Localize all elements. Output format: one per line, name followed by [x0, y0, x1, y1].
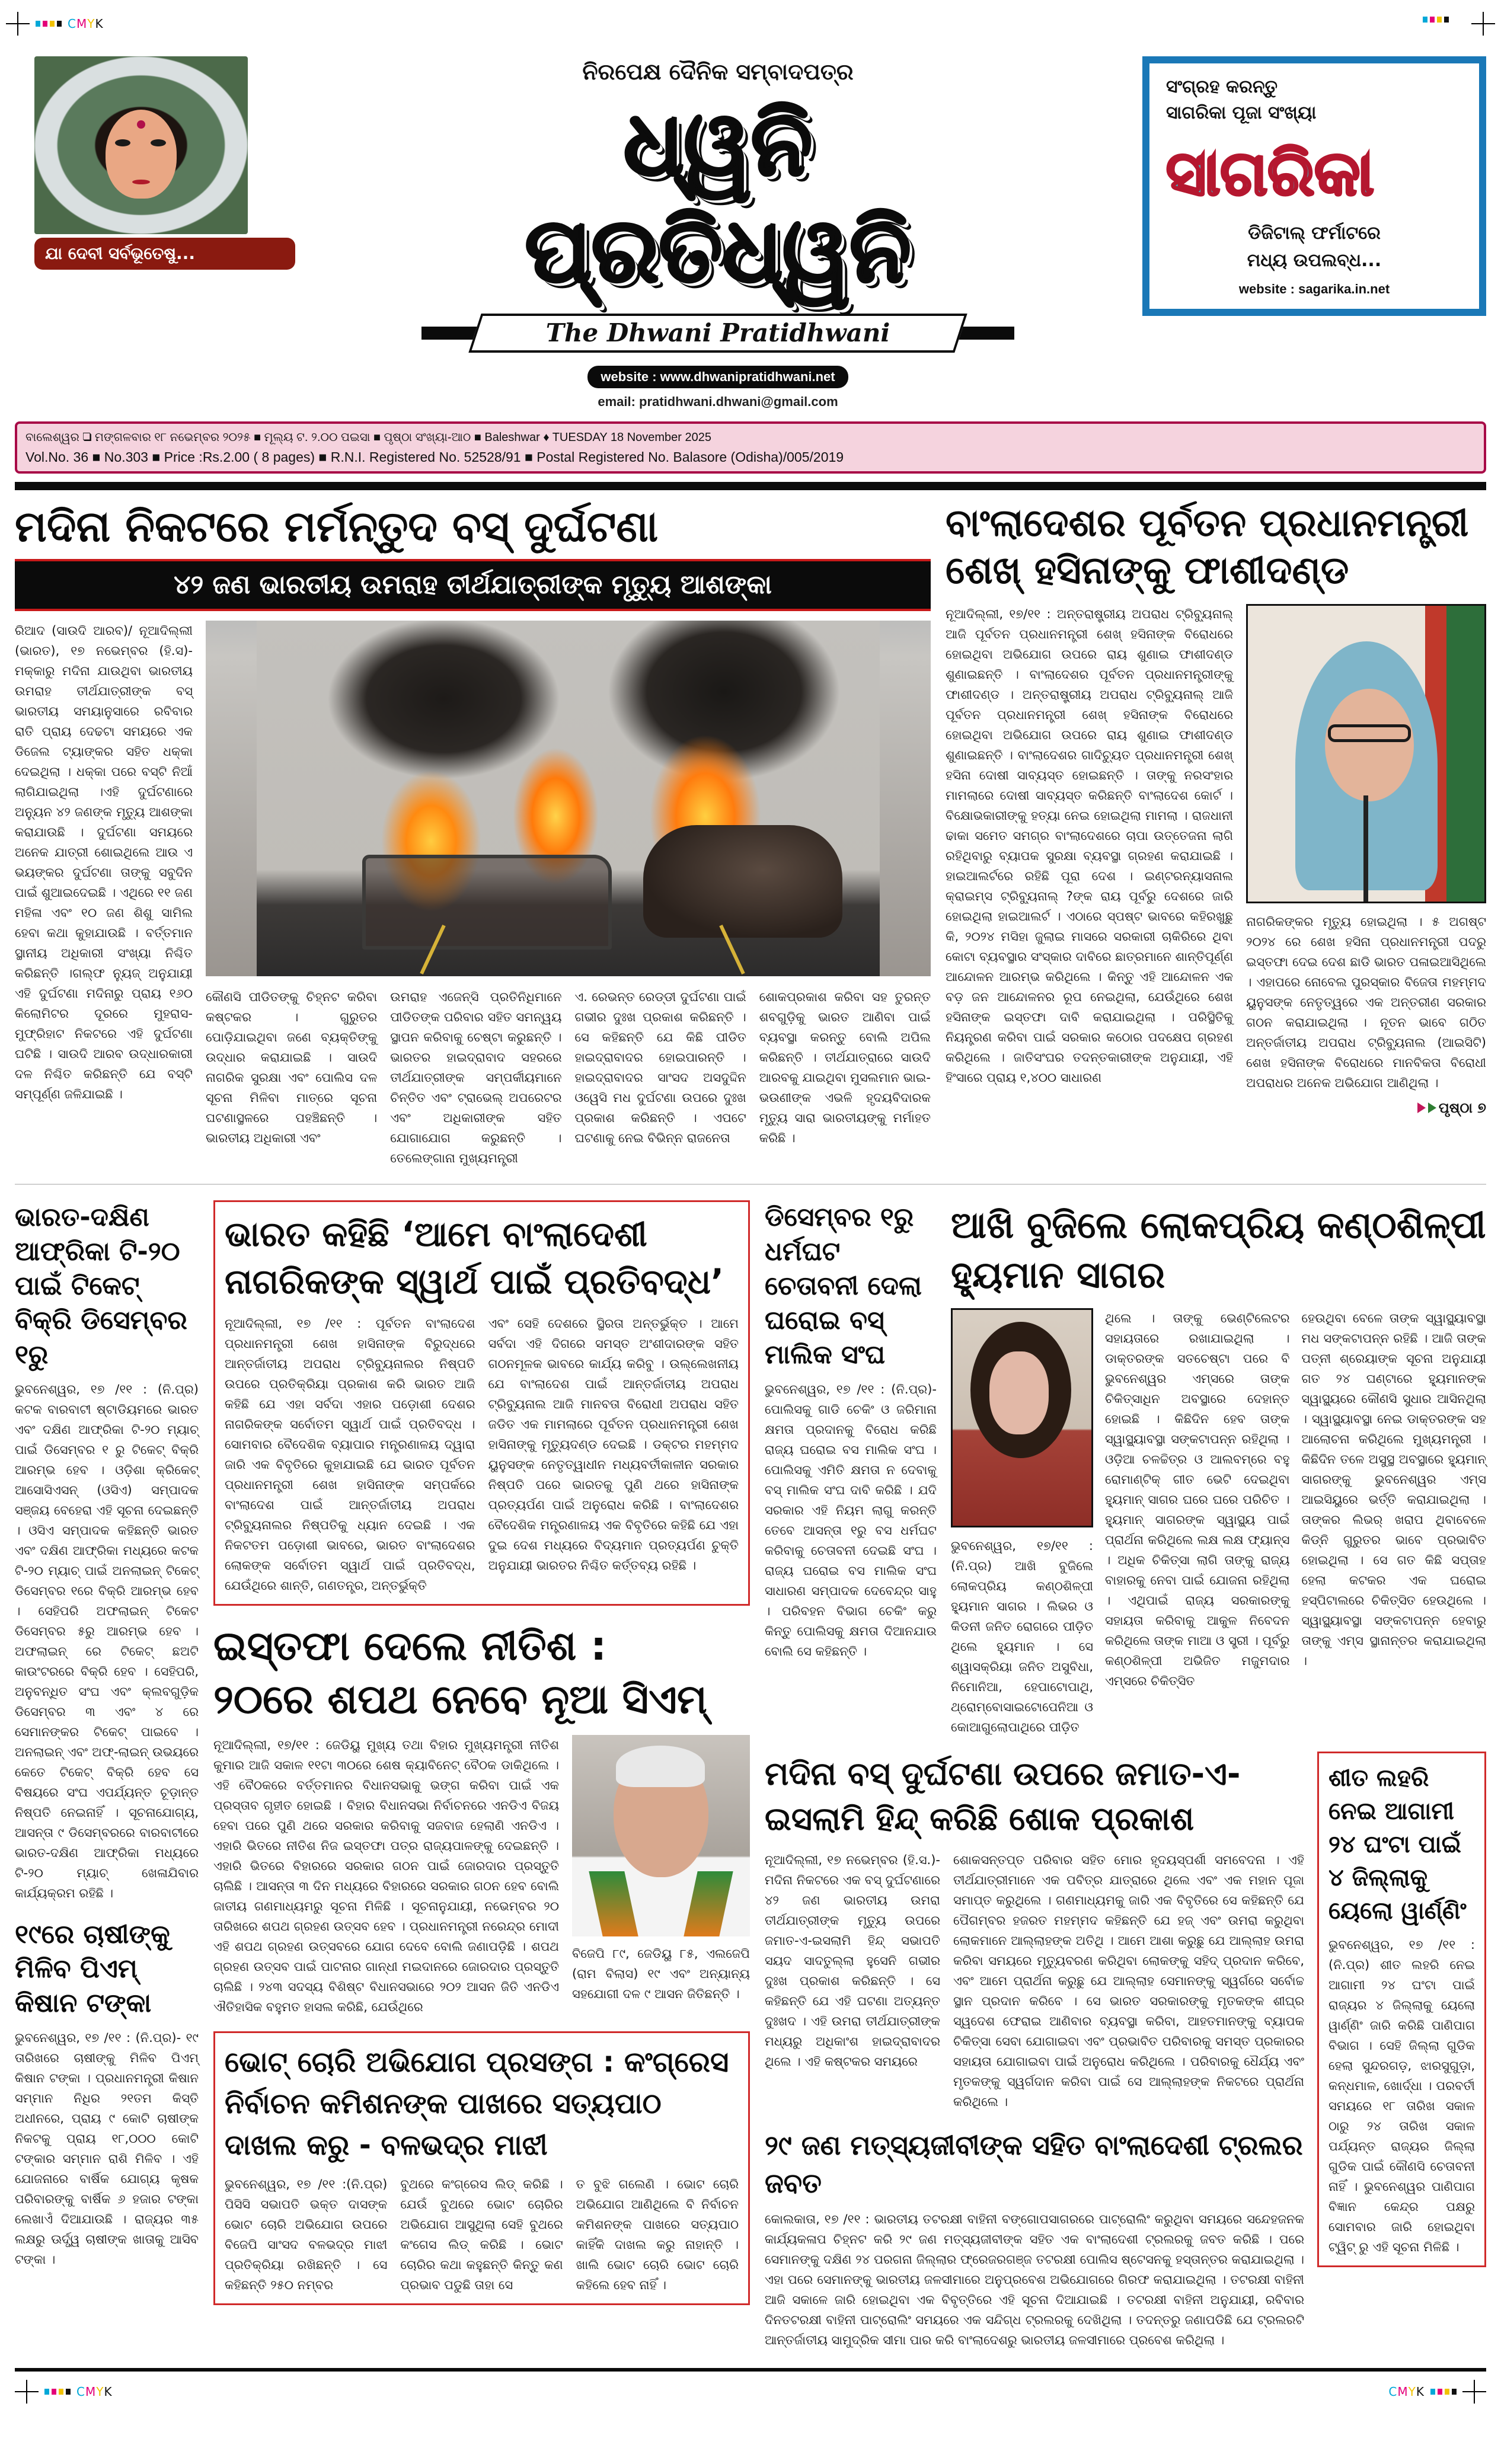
edition-registration-line: Vol.No. 36 ■ No.303 ■ Price :Rs.2.00 ( 8 pages) ■ R.N.I. Registered No. 52528/91 ■ Postal Registered No. Balasore (Odisha)/005/2019	[25, 449, 844, 465]
trawler-story	[765, 2126, 1304, 2350]
print-marks-bottom-right	[1388, 2380, 1486, 2404]
ad-line-2: ସାଗରିକା ପୂଜା ସଂଖ୍ୟା	[1166, 103, 1317, 123]
india-bangladesh-box	[213, 1200, 750, 1606]
right-column	[765, 1200, 1486, 2350]
hasina-photo-column	[1246, 604, 1486, 1117]
singer-body	[951, 1308, 1486, 1737]
lead-deck: ୪୨ ଜଣ ଭାରତୀୟ ଉମରାହ ତୀର୍ଥଯାତ୍ରୀଙ୍କ ମୃତ୍ୟୁ ଆଶଙ୍କା	[15, 559, 931, 611]
nitish-headline-1[interactable]: ଇସ୍ତଫା ଦେଲେ ନୀତିଶ :	[213, 1623, 607, 1670]
lead-body-col-1: ରିଆଦ (ସାଉଦି ଆରବ)/ ନୂଆଦିଲ୍ଲୀ (ଭାରତ), ୧୭ ନଭେମ୍ବର (ହି.ସ)- ମକ୍କାରୁ ମଦିନା ଯାଉଥିବା ଭାରତୀୟ ଉମରାହ ତୀର୍ଥଯାତ୍ରୀଙ୍କ ବସ୍ ଭାରତୀୟ ସମୟାନୁସାରେ ରବିବାର ରାତି ପ୍ରାୟ ଦେଢଟା ସମୟରେ ଏକ ଡିଜେଲ ଟ୍ୟାଙ୍କର ସହିତ ଧକ୍କା ଦେଇଥିଲା । ଧକ୍କା ପରେ ବସ୍ଟି ନିଆଁ ଲାଗିଯାଇଥିଲା ।ଏହି ଦୁର୍ଘଟଣାରେ ଅନ୍ୟୁନ ୪୨ ଜଣଙ୍କ ମୃତ୍ୟୁ ଆଶଙ୍କା କରାଯାଉଛି । ଦୁର୍ଘଟଣା ସମୟରେ ଅନେକ ଯାତ୍ରୀ ଶୋଇଥିଲେ ଆଉ ଏ ଭୟଙ୍କର ଦୁର୍ଘଟଣା ତାଙ୍କୁ ସବୁଦିନ ପାଇଁ ଶୁଆଇଦେଇଛି । ଏଥିରେ ୧୧ ଜଣ ମହିଳା ଏବଂ ୧୦ ଜଣ ଶିଶୁ ସାମିଲ ହେବା କଥା କୁହାଯାଉଛି । ବର୍ତ୍ତମାନ ସ୍ଥାନୀୟ ଅଧିକାରୀ ସଂଖ୍ୟା ନିଶ୍ଚିତ କରିଛନ୍ତି ।ଗଲ୍ଫ ନ୍ୟୁଜ୍ ଅନୁଯାୟୀ ଏହି ଦୁର୍ଘଟଣା ମଦିନାରୁ ପ୍ରାୟ ୧୬୦ କିଲୋମିଟର ଦୂରରେ ମୁହରାସ-ମୁଫ୍ରିହାଟ ନିକଟରେ ଏହି ଦୁର୍ଘଟଣା ଘଟିଛି । ସାଉଦି ଆରବ ଉଦ୍ଧାରକାରୀ ଦଳ ନିଶ୍ଚିତ କରିଛନ୍ତି ଯେ ବସ୍ଟି ସମ୍ପୂର୍ଣ୍ଣ ଜଳିଯାଇଛି ।	[15, 624, 193, 1101]
registration-mark-icon	[1462, 2380, 1486, 2404]
singer-headline[interactable]: ଆଖି ବୁଜିଲେ ଲୋକପ୍ରିୟ କଣ୍ଠଶିଳ୍ପୀ ହ୍ୟୁମାନ ସାଗର	[951, 1203, 1486, 1296]
jamaat-body-col-1: ନୂଆଦିଲ୍ଲୀ, ୧୭ ନଭେମ୍ବର (ହି.ସ.)- ମଦିନା ନିକଟରେ ଏକ ବସ୍ ଦୁର୍ଘଟଣାରେ ୪୨ ଜଣ ଭାରତୀୟ ଉମରା ତୀର୍ଥଯାତ୍ରୀଙ୍କ ମୃତ୍ୟୁ ଉପରେ ଜମାତ-ଏ-ଇସଲାମି ହିନ୍ଦ୍ ସଭାପତି ସୟଦ ସାଦତୁଲ୍ଲା ହୁସେନି ଗଭୀର ଦୁଃଖ ପ୍ରକାଶ କରିଛନ୍ତି । ସେ କହିଛନ୍ତି ଯେ ଏହି ଘଟଣା ଅତ୍ୟନ୍ତ ଦୁଃଖଦ । ଏହି ଉମରା ତୀର୍ଥଯାତ୍ରୀଙ୍କ ମଧ୍ୟରୁ ଅଧିକାଂଶ ହାଇଦ୍ରାବାଦର ଥିଲେ । ଏହି କଷ୍ଟକର ସମୟରେ	[765, 1853, 940, 2069]
cmyk-label: CMYK	[68, 17, 104, 31]
print-marks-bottom	[15, 2380, 1486, 2404]
goddess-caption: ଯା ଦେବୀ ସର୍ବଭୂତେଷୁ...	[34, 238, 295, 270]
hasina-headline-2[interactable]: ଶେଖ୍ ହସିନାଙ୍କୁ ଫାଶୀଦଣ୍ଡ	[946, 549, 1349, 593]
jamaat-columns	[765, 1850, 1304, 2112]
print-marks-bottom-left	[15, 2380, 113, 2404]
masthead	[15, 56, 1486, 411]
kisan-body: ଭୁବନେଶ୍ୱର, ୧୭ /୧୧ : (ନି.ପ୍ର)- ୧୯ ତାରିଖରେ ଚାଷୀଙ୍କୁ ମିଳିବ ପିଏମ୍ କିଷାନ ଟଙ୍କା । ପ୍ରଧାନମନ୍ତ୍ରୀ କିଷାନ ସମ୍ମାନ ନିଧିର ୨୧ତମ କିସ୍ତି ଅଧୀନରେ, ପ୍ରାୟ ୯ କୋଟି ଚାଷୀଙ୍କ ନିକଟକୁ ପ୍ରାୟ ୧୮,୦୦୦ କୋଟି ଟଙ୍କାର ସମ୍ମାନ ରାଶି ମିଳିବ । ଏହି ଯୋଜନାରେ ବାର୍ଷିକ ଯୋଗ୍ୟ କୃଷକ ପରିବାରଙ୍କୁ ବାର୍ଷିକ ୬ ହଜାର ଟଙ୍କା ଲେଖାଏଁ ଦିଆଯାଉଛି । ରାଜ୍ୟର ୩୫ ଲକ୍ଷରୁ ଊର୍ଦ୍ଧ୍ୱ ଚାଷୀଙ୍କ ଖାତାକୁ ଆସିବ ଟଙ୍କା ।	[15, 2031, 199, 2267]
masthead-left	[15, 56, 293, 270]
vote-theft-box	[213, 2031, 750, 2305]
tanker-shape	[643, 825, 843, 938]
lead-body-col-5: ଶୋକପ୍ରକାଶ କରିବା ସହ ତୁରନ୍ତ ଶବଗୁଡ଼ିକୁ ଭାରତ ଆଣିବା ପାଇଁ ବ୍ୟବସ୍ଥା କରନ୍ତୁ ବୋଲି ଅପିଲ କରିଛନ୍ତି । ତୀର୍ଥଯାତ୍ରାରେ ସାଉଦି ଆରବକୁ ଯାଇଥିବା ମୁସଲମାନ ଭାଇ-ଭଉଣୀଙ୍କ ଏଭଳି ହୃଦୟବିଦାରକ ମୃତ୍ୟୁ ସାରା ଭାରତୀୟଙ୍କୁ ମର୍ମାହତ କରିଛି ।	[759, 990, 931, 1145]
centre-column	[213, 1200, 750, 2305]
cricket-body: ଭୁବନେଶ୍ୱର, ୧୭ /୧୧ : (ନି.ପ୍ର) କଟକ ବାରବାଟୀ ଷ୍ଟାଡିୟମରେ ଭାରତ ଏବଂ ଦକ୍ଷିଣ ଆଫ୍ରିକା ଟି-୨୦ ମ୍ୟାଚ୍ ପାଇଁ ଡିସେମ୍ବର ୧ ରୁ ଟିକେଟ୍ ବିକ୍ରି ଆରମ୍ଭ ହେବ । ଓଡ଼ିଶା କ୍ରିକେଟ୍ ଆସୋସିଏସନ୍ (ଓସିଏ) ସମ୍ପାଦକ ସଞ୍ଜୟ ବେହେରା ଏହି ସୂଚନା ଦେଇଛନ୍ତି । ଓସିଏ ସମ୍ପାଦକ କହିଛନ୍ତି ଭାରତ ଏବଂ ଦକ୍ଷିଣ ଆଫ୍ରିକା ମଧ୍ୟରେ କଟକ ଟି-୨୦ ମ୍ୟାଚ୍ ପାଇଁ ଅନଲାଇନ୍ ଟିକେଟ୍ ଡିସେମ୍ବର ୧ରେ ବିକ୍ରି ଆରମ୍ଭ ହେବ । ସେହିପରି ଅଫଲାଇନ୍ ଟିକେଟ ଡିସେମ୍ବର ୫ରୁ ଆରମ୍ଭ ହେବ । ଅଫଲାଇନ୍ ରେ ଟିକେଟ୍ ଛଅଟି କାଉଂଟରରେ ବିକ୍ରି ହେବ । ସେହିପରି, ଅନୁବନ୍ଧିତ ସଂଘ ଏବଂ କ୍ଲବଗୁଡ଼ିକ ଡିସେମ୍ବର ୩ ଏବଂ ୪ ରେ ସେମାନଙ୍କର ଟିକେଟ୍ ପାଇବେ । ଅନଲାଇନ୍ ଏବଂ ଅଫ୍-ଲାଇନ୍ ଉଭୟରେ କେତେ ଟିକେଟ୍ ବିକ୍ରି ହେବ ସେ ବିଷୟରେ ସଂଘ ଏପର୍ଯ୍ୟନ୍ତ ଚୂଡ଼ାନ୍ତ ନିଷ୍ପତି ନେଇନାହିଁ । ସୂଚନାଯୋଗ୍ୟ, ଆସନ୍ତା ୯ ଡିସେମ୍ବରରେ ବାରବାଟୀରେ ଭାରତ-ଦକ୍ଷିଣ ଆଫ୍ରିକା ମଧ୍ୟରେ ଟି-୨୦ ମ୍ୟାଚ୍ ଖେଳାଯିବାର କାର୍ଯ୍ୟକ୍ରମ ରହିଛି ।	[15, 1382, 199, 1900]
bus-fire-photo[interactable]	[206, 621, 931, 976]
kisan-headline[interactable]: ୧୯ରେ ଚାଷୀଙ୍କୁ ମିଳିବ ପିଏମ୍ କିଷାନ ଟଙ୍କା	[15, 1919, 170, 2018]
kisan-story	[15, 1917, 199, 2270]
lead-headline[interactable]: ମଦିନା ନିକଟରେ ମର୍ମନ୍ତୁଦ ବସ୍ ଦୁର୍ଘଟଣା	[15, 501, 659, 551]
india-bangladesh-headline[interactable]: ଭାରତ କହିଛି ‘ଆମେ ବାଂଲାଦେଶୀ ନାଗରିକଙ୍କ ସ୍ୱାର୍ଥ ପାଇଁ ପ୍ରତିବଦ୍ଧ’	[225, 1214, 724, 1302]
registration-mark-icon	[15, 2380, 39, 2404]
nitish-body-wrap	[213, 1735, 750, 2017]
cricket-headline[interactable]: ଭାରତ-ଦକ୍ଷିଣ ଆଫ୍ରିକା ଟି-୨୦ ପାଇଁ ଟିକେଟ୍ ବିକ୍ରି ଡିସେମ୍ବର ୧ରୁ	[15, 1202, 187, 1370]
bus-owner-body: ଭୁବନେଶ୍ୱର, ୧୭ /୧୧ : (ନି.ପ୍ର)- ପୋଲିସକୁ ଗାଡି ଚେକିଂ ଓ ଜରିମାନା କ୍ଷମତା ପ୍ରଦାନକୁ ବିରୋଧ କରିଛି ରାଜ୍ୟ ଘରୋଇ ବସ ମାଲିକ ସଂଘ । ପୋଲିସକୁ ଏମିତି କ୍ଷମତା ନ ଦେବାକୁ ବସ୍ ମାଲିକ ସଂଘ ଦାବି କରିଛି । ଯଦି ସରକାର ଏହି ନିୟମ ଲାଗୁ କରନ୍ତି ତେବେ ଆସନ୍ତା ୧ରୁ ବସ ଧର୍ମଘଟ କରିବାକୁ ଚେତାବନୀ ଦେଇଛି ସଂଘ । ରାଜ୍ୟ ଘରୋଇ ବସ ମାଲିକ ସଂଘ ସାଧାରଣ ସମ୍ପାଦକ ଦେବେନ୍ଦ୍ର ସାହୁ । ପରିବହନ ବିଭାଗ ଚେକିଂ କରୁ କିନ୍ତୁ ପୋଲିସକୁ କ୍ଷମତା ଦିଆନଯାଉ ବୋଲି ସେ କହିଛନ୍ତି ।	[765, 1382, 937, 1658]
jamaat-and-cold-wave	[765, 1752, 1486, 2350]
cricket-story	[15, 1200, 199, 1903]
ad-sub-2: ମଧ୍ୟ ଉପଲବ୍ଧ...	[1247, 250, 1382, 271]
sagarika-advertisement[interactable]	[1142, 56, 1486, 316]
vote-theft-col-1: ଭୁବନେଶ୍ୱର, ୧୭ /୧୧ :(ନି.ପ୍ର) ପିସିସି ସଭାପତି ଭକ୍ତ ଦାସଙ୍କ ଭୋଟ ଚୋରି ଅଭିଯୋଗ ଉପରେ ବିଜେପି ସାଂସଦ ବଳଭଦ୍ର ମାଝୀ ପ୍ରତିକ୍ରିୟା ରଖିଛନ୍ତି । ସେ କହିଛନ୍ତି ୨୫୦ ନମ୍ବର	[225, 2177, 388, 2292]
india-bangladesh-col-2: ଏବଂ ସେହି ଦେଶରେ ସ୍ଥିରତା ଅନ୍ତର୍ଭୁକ୍ତ । ଆମେ ସର୍ବଦା ଏହି ଦିଗରେ ସମସ୍ତ ଅଂଶୀଦାରଙ୍କ ସହିତ ଗଠନମୂଳକ ଭାବରେ କାର୍ଯ୍ୟ କରିବୁ । ଉଲ୍ଲେଖନୀୟ ଯେ ବାଂଲାଦେଶ ପାଇଁ ଆନ୍ତର୍ଜାତୀୟ ଅପରାଧ ଟ୍ରିବ୍ୟୁନାଲ ଆଜି ମାନବତା ବିରୋଧୀ ଅପରାଧ ସହିତ ଜଡିତ ଏକ ମାମଲାରେ ପୂର୍ବତନ ପ୍ରଧାନମନ୍ତ୍ରୀ ଶେଖ ହାସିନାଙ୍କୁ ମୃତ୍ୟୁଦଣ୍ଡ ଦେଇଛି । ଡକ୍ଟର ମହମ୍ମଦ ୟୁନୁସଙ୍କ ନେତୃତ୍ୱାଧୀନ ମଧ୍ୟବର୍ତୀକାଳୀନ ସରକାର ନିଷ୍ପତି ପରେ ଭାରତକୁ ପୁଣି ଥରେ ହାସିନାଙ୍କ ପ୍ରତ୍ୟର୍ପଣ ପାଇଁ ଅନୁରୋଧ କରିଛି । ବାଂଲାଦେଶର ବୈଦେଶିକ ମନ୍ତ୍ରଣାଳୟ ଏକ ବିବୃତିରେ କହିଛି ଯେ ଏହା ଦୁଇ ଦେଶ ମଧ୍ୟରେ ବିଦ୍ୟମାନ ପ୍ରତ୍ୟର୍ପଣ ଚୁକ୍ତି ଅନୁଯାୟୀ ଭାରତର ନିଶ୍ଚିତ କର୍ତ୍ତବ୍ୟ ରହିଛି ।	[488, 1316, 739, 1573]
page-bottom-rule	[15, 2368, 1486, 2372]
lead-body	[15, 621, 931, 1168]
india-bangladesh-columns	[225, 1314, 739, 1596]
hasina-body	[946, 604, 1486, 1117]
cmyk-label: CMYK	[1388, 2385, 1425, 2399]
india-bangladesh-col-1: ନୂଆଦିଲ୍ଲୀ, ୧୭ /୧୧ : ପୂର୍ବତନ ବାଂଲାଦେଶ ପ୍ରଧାନମନ୍ତ୍ରୀ ଶେଖ ହାସିନାଙ୍କ ବିରୁଦ୍ଧରେ ଆନ୍ତର୍ଜାତୀୟ ଅପରାଧ ଟ୍ରିବ୍ୟୁନାଲର ନିଷ୍ପତି ଉପରେ ପ୍ରତିକ୍ରିୟା ପ୍ରକାଶ କରି ଭାରତ ଆଜି କହିଛି ଯେ ଏହା ସର୍ବଦା ଏହାର ପଡ଼ୋଶୀ ଦେଶର ନାଗରିକଙ୍କ ସର୍ବୋତମ ସ୍ୱାର୍ଥ ପାଇଁ ପ୍ରତିବଦ୍ଧ । ସୋମବାର ବୈଦେଶିକ ବ୍ୟାପାର ମନ୍ତ୍ରଣାଳୟ ଦ୍ୱାରା ଜାରି ଏକ ବିବୃତିରେ କୁହାଯାଇଛି ଯେ ଭାରତ ପୂର୍ବତନ ପ୍ରଧାନମନ୍ତ୍ରୀ ଶେଖ ହାସିନାଙ୍କ ସମ୍ପର୍କରେ ବାଂଲାଦେଶ ପାଇଁ ଆନ୍ତର୍ଜାତୀୟ ଅପରାଧ ଟ୍ରିବ୍ୟୁନାଲର ନିଷ୍ପତିକୁ ଧ୍ୟାନ ଦେଇଛି । ଏକ ନିକଟତମ ପଡ଼ୋଶୀ ଭାବରେ, ଭାରତ ବାଂଲାଦେଶର ଲୋକଙ୍କ ସର୍ବୋତମ ସ୍ୱାର୍ଥ ପାଇଁ ପ୍ରତିବଦ୍ଧ, ଯେଉଁଥିରେ ଶାନ୍ତି, ଗଣତନ୍ତ୍ର, ଅନ୍ତର୍ଭୁକ୍ତି	[225, 1316, 475, 1593]
bus-owner-story	[765, 1200, 937, 1737]
jamaat-trawler-stack	[765, 1752, 1304, 2350]
hasina-headline-1[interactable]: ବାଂଲାଦେଶର ପୂର୍ବତନ ପ୍ରଧାନମନ୍ତ୍ରୀ	[946, 501, 1469, 545]
burnt-bus-shape	[362, 855, 612, 950]
lead-story	[15, 500, 931, 1168]
nitish-headline-2[interactable]: ୨୦ରେ ଶପଥ ନେବେ ନୂଆ ସିଏମ୍	[213, 1676, 707, 1723]
vote-theft-col-2: ବୁଥରେ କଂଗ୍ରେସ ଲିଡ୍ କରିଛି । ଯେଉଁ ବୁଥରେ ଭୋଟ ଚୋରିର ଅଭିଯୋଗ ଆସୁଥିଲା ସେହି ବୁଥରେ କଂଗେସ ଲିଡ୍ କରିଛି । ଭୋଟ ଚୋରିର କଥା କହୁଛନ୍ତି କିନ୍ତୁ କଣ ପ୍ରଭାବ ପଡୁଛି ତାହା ସେ	[400, 2177, 563, 2292]
nitish-kumar-photo[interactable]	[572, 1735, 750, 1936]
cmyk-label: CMYK	[76, 2385, 113, 2399]
masthead-divider	[15, 482, 1486, 490]
singer-photo-column	[951, 1308, 1093, 1737]
ad-line-1: ସଂଗ୍ରହ କରନ୍ତୁ	[1166, 76, 1278, 97]
singer-body-col-3: ହେଉଥିବା ବେଳେ ତାଙ୍କ ସ୍ୱାସ୍ଥ୍ୟାବସ୍ଥା ମଧ ସଙ୍କଟାପନ୍ନ ରହିଛି । ଆଜି ତାଙ୍କ ପତ୍ନୀ ଶ୍ରେୟାଙ୍କ ସୂଚନା ଅନୁଯାୟୀ ଗତ ୨୪ ଘଣ୍ଟାରେ ହ୍ୟୁମାନଙ୍କ ସ୍ୱାସ୍ଥ୍ୟରେ କୌଣସି ସୁଧାର ଆସିନଥିଲା । ସ୍ୱାସ୍ଥ୍ୟାବସ୍ଥା ନେଇ ଡାକ୍ତରଙ୍କ ସହ ଆଲୋଚନା କରିଥିଲେ ମୁଖ୍ୟମନ୍ତ୍ରୀ । କିଛିଦିନ ତଳେ ଅସୁସ୍ଥ ଅବସ୍ଥାରେ ହ୍ୟୁମାନ୍ ସାଗରଙ୍କୁ ଭୁବନେଶ୍ୱର ଏମ୍ସ ଆଇସିୟୁରେ ଭର୍ତ୍ତି କରାଯାଇଥିଲା । ତାଙ୍କର ଲିଭର୍ ଖରାପ ଥିବାବେଳେ କିଡ୍ନି ଗୁରୁତର ଭାବେ ପ୍ରଭାବିତ ହୋଇଥିଲା । ସେ ଗତ କିଛି ସପ୍ତାହ ହେଲା କଟକର ଏକ ଘରୋଇ ହସ୍ପିଟାଲରେ ଚିକିତ୍ସିତ ହେଉଥିଲେ । ସ୍ୱାସ୍ଥ୍ୟାବସ୍ଥା ସଙ୍କଟାପନ୍ନ ହେବାରୁ ତାଙ୍କୁ ଏମ୍ସ ସ୍ଥାନାନ୍ତର କରାଯାଇଥିଲା ।	[1301, 1311, 1486, 1668]
newspaper-logo[interactable]	[421, 91, 1014, 304]
left-column	[15, 1200, 199, 2270]
ad-sub-1: ଡିଜିଟାଲ୍ ଫର୍ମାଟରେ	[1248, 223, 1381, 244]
email-link[interactable]: email: pratidhwani.dhwani@gmail.com	[598, 394, 838, 409]
color-swatches	[1430, 2389, 1457, 2395]
cold-wave-headline[interactable]: ଶୀତ ଲହରି ନେଇ ଆଗାମୀ ୨୪ ଘଂଟା ପାଇଁ ୪ ଜିଲ୍ଲାକୁ ୟେଲୋ ୱାର୍ଣ୍ଣିଂ	[1328, 1765, 1467, 1925]
jamaat-body-col-2: ଶୋକସନ୍ତପ୍ତ ପରିବାର ସହିତ ମୋର ହୃଦୟସ୍ପର୍ଶୀ ସମବେଦନା । ଏହି ତୀର୍ଥଯାତ୍ରୀମାନେ ଏକ ପବିତ୍ର ଯାତ୍ରାରେ ଥିଲେ ଏବଂ ଏକ ମହାନ ପୂଜା ସମାପ୍ତ କରୁଥିଲେ । ଗଣମାଧ୍ୟମକୁ ଜାରି ଏକ ବିବୃତିରେ ସେ କହିଛନ୍ତି ଯେ ପୈଗମ୍ବର ହଜରତ ମହମ୍ମଦ କହିଛନ୍ତି ଯେ ହଜ୍ ଏବଂ ଉମରା କରୁଥିବା ଲୋକମାନେ ଆଲ୍ଲାହଙ୍କ ଅତିଥି । ଆମେ ଆଶା କରୁଛୁ ଯେ ଆଲ୍ଲାହ ଉମରା କରିବା ସମୟରେ ମୃତ୍ୟୁବରଣ କରିଥିବା ଲୋକଙ୍କୁ ସହିଦ୍ ପ୍ରଦାନ କରିବେ, ଏବଂ ଆମେ ପ୍ରାର୍ଥନା କରୁଛୁ ଯେ ଆଲ୍ଲାହ ସେମାନଙ୍କୁ ସ୍ୱର୍ଗରେ ସର୍ବୋଚ୍ଚ ସ୍ଥାନ ପ୍ରଦାନ କରିବେ । ସେ ଭାରତ ସରକାରଙ୍କୁ ମୃତକଙ୍କ ଶୀଘ୍ର ସ୍ୱଦେଶ ଫେରାଇ ଆଣିବାର ବ୍ୟବସ୍ଥା କରିବା, ଆହତମାନଙ୍କୁ ବ୍ୟାପକ ଚିକିତ୍ସା ସେବା ଯୋଗାଇବା ଏବଂ ପ୍ରଭାବିତ ପରିବାରକୁ ସମସ୍ତ ପ୍ରକାରର ସହାୟତା ଯୋଗାଇବା ପାଇଁ ଅନୁରୋଧ କରିଥିଲେ । ପରିବାରକୁ ଧୈର୍ଯ୍ୟ ଏବଂ ମୃତକଙ୍କୁ ସ୍ୱର୍ଗଦାନ କରିବା ପାଇଁ ସେ ଆଲ୍ଲାହଙ୍କ ନିକଟରେ ପ୍ରାର୍ଥନା କରିଥିଲେ ।	[953, 1853, 1304, 2109]
lead-body-col-3: ଉମରାହ ଏଜେନ୍ସି ପ୍ରତିନିଧିମାନେ ପୀଡିତଙ୍କ ପରିବାର ସହିତ ସମନ୍ୱୟ ସ୍ଥାପନ କରିବାକୁ ଚେଷ୍ଟା କରୁଛନ୍ତି । ଭାରତର ହାଇଦ୍ରାବାଦ ସହରରେ ତୀର୍ଥଯାତ୍ରୀଙ୍କ ସମ୍ପର୍କୀୟମାନେ ଚିନ୍ତିତ ଏବଂ ଟ୍ରାଭେଲ୍ ଅପରେଟର ଏବଂ ଅଧିକାରୀଙ୍କ ସହିତ ଯୋଗାଯୋଗ କରୁଛନ୍ତି । ତେଲେଙ୍ଗାନା ମୁଖ୍ୟମନ୍ତ୍ରୀ	[390, 990, 562, 1165]
lead-photo-and-columns	[206, 621, 931, 1168]
arrow-icon	[1428, 1102, 1436, 1113]
humane-sagar-photo[interactable]	[951, 1308, 1093, 1527]
continued-page-link[interactable]	[1246, 1099, 1486, 1117]
lead-body-col-4: ଏ. ରେଭନ୍ତ ରେଡ୍ଡୀ ଦୁର୍ଘଟଣା ପାଇଁ ଗଭୀର ଦୁଃଖ ପ୍ରକାଶ କରିଛନ୍ତି । ସେ କହିଛନ୍ତି ଯେ କିଛି ପୀଡିତ ହାଇଦ୍ରାବାଦର ହୋଇପାରନ୍ତି । ହାଇଦ୍ରାବାଦର ସାଂସଦ ଅସଦୁଦ୍ଦିନ ଓୱେସି ମଧ ଦୁର୍ଘଟଣା ଉପରେ ଦୁଃଖ ପ୍ରକାଶ କରିଛନ୍ତି । ଏପଟେ ଘଟଣାକୁ ନେଇ ବିଭିନ୍ନ ରାଜନେତା	[574, 990, 746, 1145]
lead-body-columns	[206, 987, 931, 1168]
logo-english-title: The Dhwani Pratidhwani	[545, 318, 890, 347]
nitish-photo-caption: ବିଜେପି ୮୯, ଜେଡିୟୁ ୮୫, ଏଲଜେପି (ରାମ ବିଲାସ) ୧୯ ଏବଂ ଅନ୍ୟାନ୍ୟ ସହଯୋଗୀ ଦଳ ୯ ଆସନ ଜିତିଛନ୍ତି ।	[572, 1947, 750, 2001]
trawler-headline[interactable]: ୨୯ ଜଣ ମତ୍ସ୍ୟଜୀବୀଙ୍କ ସହିତ ବାଂଲାଦେଶୀ ଟ୍ରଲର ଜବତ	[765, 2129, 1303, 2199]
edition-date-line: ବାଲେଶ୍ୱର ❑ ମଙ୍ଗଳବାର ୧୮ ନଭେମ୍ବର ୨୦୨୫ ■ ମୂଲ୍ୟ ଟ. ୨.୦୦ ପଇସା ■ ପୃଷ୍ଠା ସଂଖ୍ୟା-ଆଠ ■ Baleshwar ♦ TUESDAY 18 November 2025	[25, 431, 711, 444]
logo-odia-title: ଧ୍ୱନି ପ୍ରତିଧ୍ୱନି	[525, 92, 911, 302]
masthead-tagline: ନିରପେକ୍ଷ ଦୈନିକ ସମ୍ବାଦପତ୍ର	[582, 59, 854, 85]
jamaat-story	[765, 1752, 1304, 2112]
trawler-body: କୋଲକାତା, ୧୭ /୧୧ : ଭାରତୀୟ ତଟରକ୍ଷୀ ବାହିନୀ ବଙ୍ଗୋପସାଗରରେ ପାଟ୍ରୋଲିଂ କରୁଥିବା ସମୟରେ ସନ୍ଦେହଜନକ କାର୍ଯ୍ୟକଳାପ ଚିହ୍ନଟ କରି ୨୯ ଜଣ ମତ୍ସ୍ୟଜୀବୀଙ୍କ ସହିତ ଏକ ବାଂଲାଦେଶୀ ଟ୍ରଲରକୁ ଜବତ କରିଛି । ପରେ ସେମାନଙ୍କୁ ଦକ୍ଷିଣ ୨୪ ପରଗନା ଜିଲ୍ଲାର ଫ୍ରେଜରଗଞ୍ଜ ତଟରକ୍ଷୀ ପୋଲିସ ଷ୍ଟେସନକୁ ହସ୍ତାନ୍ତର କରାଯାଇଥିଲା ।ଏହା ପରେ ସେମାନଙ୍କୁ ଭାରତୀୟ ଜଳସୀମାରେ ଅନୁପ୍ରବେଶ ଅଭିଯୋଗରେ ଗିରଫ କରାଯାଇଥିଲା । ତଟରକ୍ଷୀ ବାହିନୀ ଆଜି ସକାଳେ ଜାରି ହୋଇଥିବା ଏକ ବିବୃତ୍ତିରେ ଏହି ସୂଚନା ଦିଆଯାଇଛି । ତଟରକ୍ଷୀ ବାହିନୀ ଅନୁଯାୟୀ, ରବିବାର ଦିନତଟରକ୍ଷୀ ବାହିନୀ ପାଟ୍ରୋଲିଂ ସମୟରେ ଏକ ସନ୍ଦିଗ୍ଧ ଟ୍ରଲରକୁ ଦେଖିଥିଲା । ତଦନ୍ତରୁ ଜଣାପଡିଛି ଯେ ଟ୍ରଲରଟି ଆନ୍ତର୍ଜାତୀୟ ସାମୁଦ୍ରିକ ସୀମା ପାର କରି ବାଂଲାଦେଶରୁ ଭାରତୀୟ ଜଳସୀମାରେ ପ୍ରବେଶ କରିଥିଲା ।	[765, 2212, 1304, 2347]
continued-page-label: ପୃଷ୍ଠା ୭	[1438, 1100, 1486, 1116]
singer-body-col-2: ଥିଲେ । ତାଙ୍କୁ ଭେଣ୍ଟିଲେଟର ସହାୟତାରେ ରଖାଯାଇଥିଲା । ଡାକ୍ତରଙ୍କ ସତଚେଷ୍ଟା ପରେ ବି ଭୁବନେଶ୍ୱର ଏମ୍ସରେ ତାଙ୍କ ଚିକିତ୍ସାଧିନ ଅବସ୍ଥାରେ ଦେହାନ୍ତ ହୋଇଛି । କିଛିଦିନ ହେବ ତାଙ୍କ ସ୍ୱାସ୍ଥ୍ୟାବସ୍ଥା ସଙ୍କଟାପନ୍ନ ରହିଥିଲା । ଓଡ଼ିଆ ଚଳଚ୍ଚିତ୍ର ଓ ଆଲବମ୍‌ରେ ବହୁ ରୋମାଣ୍ଟିକ୍ ଗୀତ ଭେଟି ଦେଇଥିବା ହ୍ୟୁମାନ୍ ସାଗର ଘରେ ଘରେ ପରିଚିତ । ହ୍ୟୁମାନ୍ ସାଗରଙ୍କ ସ୍ୱାସ୍ଥ୍ୟ ପାଇଁ ପ୍ରାର୍ଥନା କରିଥିଲେ ଲକ୍ଷ ଲକ୍ଷ ଫ୍ୟାନ୍ସ । ଅଧିକ ଚିକିତ୍ସା ଲାଗି ତାଙ୍କୁ ରାଜ୍ୟ ବାହାରକୁ ନେବା ପାଇଁ ଯୋଜନା ରହିଥିଲା । ଏଥିପାଇଁ ରାଜ୍ୟ ସରକାରଙ୍କୁ ସହାୟତା କରିବାକୁ ଆକୁଳ ନିବେଦନ କରିଥିଲେ ତାଙ୍କ ମାଆ ଓ ସ୍ତ୍ରୀ । ପୂର୍ବରୁ କଣ୍ଠଶିଳ୍ପୀ ଅଭିଜିତ ମଜୁମଦାର ଏମ୍ସରେ ଚିକିତ୍ସିତ	[1105, 1311, 1290, 1688]
bus-owner-headline[interactable]: ଡିସେମ୍ବର ୧ରୁ ଧର୍ମଘଟ ଚେତାବନୀ ଦେଲା ଘରୋଇ ବସ୍ ମାଲିକ ସଂଘ	[765, 1202, 922, 1370]
vote-theft-col-3: ତ ବୁଝି ଗଲେଣି । ଭୋଟ ଚୋରି ଅଭିଯୋଗ ଆଣିଥିଲେ ବି ନିର୍ବାଚନ କମିଶନଙ୍କ ପାଖରେ ସତ୍ୟପାଠ କାହିଁକି ଦାଖଲ କରୁ ନାହାନ୍ତି । ଖାଲି ଭୋଟ ଚୋରି ଭୋଟ ଚୋରି କହିଲେ ହେବ ନାହିଁ ।	[576, 2177, 739, 2292]
sagarika-website-link[interactable]: website : sagarika.in.net	[1238, 282, 1390, 296]
logo-english-band	[421, 314, 1014, 355]
section-divider	[15, 1184, 1486, 1185]
lead-body-col-2: କୌଣସି ପୀଡିତଙ୍କୁ ଚିହ୍ନଟ କରିବା କଷ୍ଟକର । ଗୁରୁତର ପୋଡ଼ିଯାଇଥିବା ଜଣେ ବ୍ୟକ୍ତିଙ୍କୁ ଉଦ୍ଧାର କରାଯାଇଛି । ସାଉଦି ନାଗରିକ ସୁରକ୍ଷା ଏବଂ ପୋଲିସ ଦଳ ସୂଚନା ମିଳିବା ମାତ୍ରେ ସୂଚନା ଘଟଣାସ୍ଥଳରେ ପହଞ୍ଚିଛନ୍ତି । ଭାରତୀୟ ଅଧିକାରୀ ଏବଂ	[206, 990, 378, 1145]
top-band	[15, 500, 1486, 1168]
masthead-center	[311, 56, 1125, 411]
hasina-body-col-1: ନୂଆଦିଲ୍ଲୀ, ୧୭/୧୧ : ଅନ୍ତରାଷ୍ଟ୍ରୀୟ ଅପରାଧ ଟ୍ରିବ୍ୟୁନାଲ୍ ଆଜି ପୂର୍ବତନ ପ୍ରଧାନମନ୍ତ୍ରୀ ଶେଖ୍ ହସିନାଙ୍କ ବିରୋଧରେ ହୋଇଥିବା ଅଭିଯୋଗ ଉପରେ ରାୟ ଶୁଣାଇ ଫାଶୀଦଣ୍ଡ ଶୁଣାଇଛନ୍ତି । ବାଂଲାଦେଶର ପୂର୍ବତନ ପ୍ରଧାନମନ୍ତ୍ରୀଙ୍କୁ ଫାଶୀଦଣ୍ଡ । ଅନ୍ତରାଷ୍ଟ୍ରୀୟ ଅପରାଧ ଟ୍ରିବ୍ୟୁନାଲ୍ ଆଜି ପୂର୍ବତନ ପ୍ରଧାନମନ୍ତ୍ରୀ ଶେଖ୍ ହସିନାଙ୍କ ବିରୋଧରେ ହୋଇଥିବା ଅଭିଯୋଗ ଉପରେ ରାୟ ଶୁଣାଇ ଫାଶୀଦଣ୍ଡ ଶୁଣାଇଛନ୍ତି । ବାଂଲାଦେଶର ଗାଦିଚ୍ୟୁତ ପ୍ରଧାନମନ୍ତ୍ରୀ ଶେଖ୍ ହସିନା ଦୋଷୀ ସାବ୍ୟସ୍ତ ହୋଇଛନ୍ତି । ତାଙ୍କୁ ନରସଂହାର ମାମଲାରେ ଦୋଷୀ ସାବ୍ୟସ୍ତ କରିଛନ୍ତି ବାଂଲାଦେଶ କୋର୍ଟ । ବିକ୍ଷୋଭକାରୀଙ୍କୁ ହତ୍ୟା ନେଇ ହୋଇଥିଲା ମାମଲା । ରାଜଧାନୀ ଢାକା ସମେତ ସମଗ୍ର ବାଂଲାଦେଶରେ ଚାପା ଉତ୍ତେଜନା ଲାଗି ରହିଥିବାରୁ ବ୍ୟାପକ ସୁରକ୍ଷା ବ୍ୟବସ୍ଥା ଗ୍ରହଣ କରାଯାଇଛି । ହାଇଆଲର୍ଟରେ ରହିଛି ପୂରା ଦେଶ । ଇଣ୍ଟରନ୍ୟାସନାଲ କ୍ରାଇମ୍ସ ଟ୍ରିବ୍ୟୁନାଲ୍ ?ଙ୍କ ରାୟ ପୂର୍ବରୁ ଦେଶରେ ଜାରି ହୋଇଥିଲା ହାଇଆଲର୍ଟ । ଏଠାରେ ସ୍ପଷ୍ଟ ଭାବରେ କହିରଖୁଛୁ କି, ୨୦୨୪ ମସିହା ଜୁଲାଇ ମାସରେ ସରକାରୀ ଚାକିରିରେ ଥିବା କୋଟା ବ୍ୟବସ୍ଥାର ସଂସ୍କାର ଦାବିରେ ଛାତ୍ରମାନେ ଶାନ୍ତିପୂର୍ଣ୍ଣ ଆନ୍ଦୋଳନ ଆରମ୍ଭ କରିଥିଲେ । କିନ୍ତୁ ଏହି ଆନ୍ଦୋଳନ ଏକ ବଡ଼ ଜନ ଆନ୍ଦୋଳନର ରୂପ ନେଇଥିଲା, ଯେଉଁଥିରେ ଶେଖ ହସିନାଙ୍କ ଇସ୍ତଫା ଦାବି କରାଯାଇଥିଲା । ପରିସ୍ଥିତିକୁ ନିୟନ୍ତ୍ରଣ କରିବା ପାଇଁ ସରକାର କଠୋର ପଦକ୍ଷେପ ଗ୍ରହଣ କରିଥିଲେ । ଜାତିସଂଘର ତଦନ୍ତକାରୀଙ୍କ ଅନୁଯାୟୀ, ଏହି ହିଂସାରେ ପ୍ରାୟ ୧,୪୦୦ ସାଧାରଣ	[946, 607, 1233, 1085]
vote-theft-headline[interactable]: ଭୋଟ୍ ଚୋରି ଅଭିଯୋଗ ପ୍ରସଙ୍ଗ : କଂଗ୍ରେସ ନିର୍ବାଚନ କମିଶନଙ୍କ ପାଖରେ ସତ୍ୟପାଠ ଦାଖଲ କରୁ - ବଳଭଦ୍ର ମାଝୀ	[225, 2046, 729, 2162]
singer-story	[951, 1200, 1486, 1737]
sheikh-hasina-photo[interactable]	[1246, 604, 1486, 903]
lower-band	[15, 1200, 1486, 2350]
nitish-body: ନୂଆଦିଲ୍ଲୀ, ୧୭/୧୧ : ଜେଡିୟୁ ମୁଖ୍ୟ ତଥା ବିହାର ମୁଖ୍ୟମନ୍ତ୍ରୀ ନୀତିଶ କୁମାର ଆଜି ସକାଳ ୧୧ଟା ୩୦ରେ ଶେଷ କ୍ୟାବିନେଟ୍ ବୈଠକ ଡାକିଥିଲେ । ଏହି ବୈଠକରେ ବର୍ତ୍ତମାନର ବିଧାନସଭାକୁ ଭଙ୍ଗ କରିବା ପାଇଁ ଏକ ପ୍ରସ୍ତାବ ଗୃହୀତ ହୋଇଛି । ବିହାର ବିଧାନସଭା ନିର୍ବାଚନରେ ଏନଡିଏ ବିଜୟ ହେବା ପରେ ପୁଣି ଥରେ ସରକାର କରିବାକୁ ସଜବାଜ ହେଲାଣି ଏନଡିଏ । ଏହାରି ଭିତରେ ନୀତିଶ ନିଜ ଇସ୍ତଫା ପତ୍ର ରାଜ୍ୟପାଳଙ୍କୁ ଦେଇଛନ୍ତି । ଏହାରି ଭିତରେ ବିହାରରେ ସରକାର ଗଠନ ପାଇଁ ଜୋରଦାର ପ୍ରସ୍ତୁତି ଚାଲିଛି । ଆସନ୍ତା ୩ ଦିନ ମଧ୍ୟରେ ବିହାରରେ ସରକାର ଗଠନ ହେବ ବୋଲି ଜାତୀୟ ଗଣମାଧ୍ୟମରୁ ସୂଚନା ମିଳିଛି । ସୂଚନାନୁଯାୟୀ, ନଭେମ୍ବର ୨୦ ତାରିଖରେ ଶପଥ ଗ୍ରହଣ ଉତ୍ସବ ହେବ । ପ୍ରଧାନମନ୍ତ୍ରୀ ନରେନ୍ଦ୍ର ମୋଦୀ ଏହି ଶପଥ ଗ୍ରହଣ ଉତ୍ସବରେ ଯୋଗ ଦେବେ ବୋଲି ଜଣାପଡ଼ିଛି । ଶପଥ ଗ୍ରହଣ ଉତ୍ସବ ପାଇଁ ପାଟନାର ଗାନ୍ଧୀ ମଇଦାନରେ ଜୋରଦାର ପ୍ରସ୍ତୁତି ଚାଲିଛି । ୨୪୩ ସଦସ୍ୟ ବିଶିଷ୍ଟ ବିଧାନସଭାରେ ୨୦୨ ଆସନ ଜିତି ଏନଡିଏ ଐତିହାସିକ ବହୁମତ ହାସଲ କରିଛି, ଯେଉଁଥିରେ	[213, 1738, 559, 2014]
nitish-photo-column	[572, 1735, 750, 2017]
goddess-durga-image	[34, 56, 248, 234]
hasina-body-col-2: ନାଗରିକଙ୍କର ମୃତ୍ୟୁ ହୋଇଥିଲା । ୫ ଅଗଷ୍ଟ ୨୦୨୪ ରେ ଶେଖ ହସିନା ପ୍ରଧାନମନ୍ତ୍ରୀ ପଦରୁ ଇସ୍ତଫା ଦେଇ ଦେଶ ଛାଡି ଭାରତ ପଳାଇଆସିଥିଲେ । ଏହାପରେ ନୋବେଲ ପୁରସ୍କାର ବିଜେତା ମହମ୍ମଦ ୟୁନୁସଙ୍କ ନେତୃତ୍ୱରେ ଏକ ଅନ୍ତରୀଣ ସରକାର ଗଠନ କରାଯାଇଥିଲା । ନୂତନ ଭାବେ ଗଠିତ ଅନ୍ତର୍ଜାତୀୟ ଅପରାଧ ଟ୍ରିବ୍ୟୁନାଲ (ଆଇସିଟି) ଶେଖ ହସିନାଙ୍କ ବିରୋଧରେ ମାନବିକତା ବିରୋଧୀ ଅପରାଧର ଅନେକ ଅଭିଯୋଗ ଆଣିଥିଲା ।	[1246, 915, 1486, 1090]
color-swatches	[44, 2389, 71, 2395]
edition-info-box	[15, 421, 1486, 474]
singer-intro: ଭୁବନେଶ୍ୱର, ୧୭/୧୧ :(ନି.ପ୍ର) ଆଖି ବୁଜିଲେ ଲୋକପ୍ରିୟ କଣ୍ଠଶିଳ୍ପୀ ହ୍ୟୁମାନ ସାଗର । ଲିଭର ଓ କିଡନୀ ଜନିତ ରୋଗରେ ପୀଡ଼ିତ ଥିଲେ ହ୍ୟୁମାନ । ସେ ଶ୍ୱାସକ୍ରିୟା ଜନିତ ଅସୁବିଧା, ନିମୋନିଆ, ହେପାଟୋପାଥି, ଥ୍ରୋମ୍ବୋସାଇଟୋପେନିଆ ଓ କୋଆଗୁଲୋପାଥିରେ ପୀଡ଼ିତ	[951, 1539, 1093, 1734]
singer-and-bus-owner	[765, 1200, 1486, 1737]
vote-theft-columns	[225, 2174, 739, 2295]
sagarika-logo: ସାଗରିକା	[1166, 137, 1374, 209]
masthead-right	[1142, 56, 1486, 316]
cold-wave-box	[1317, 1752, 1486, 2267]
cold-wave-body: ଭୁବନେଶ୍ୱର, ୧୭ /୧୧ : (ନି.ପ୍ର) ଶୀତ ଲହରି ନେଇ ଆଗାମୀ ୨୪ ଘଂଟା ପାଇଁ ରାଜ୍ୟର ୪ ଜିଲ୍ଲାକୁ ୟେଲୋ ୱାର୍ଣ୍ଣିଂ ଜାରି କରିଛି ପାଣିପାଗ ବିଭାଗ । ସେହି ଜିଲ୍ଲା ଗୁଡିକ ହେଲା ସୁନ୍ଦରଗଡ଼, ଝାରସୁଗୁଡ଼ା, କନ୍ଧମାଳ, ଖୋର୍ଦ୍ଧା । ପରବର୍ତୀ ସମୟରେ ୧୮ ତାରିଖ ସକାଳ ଠାରୁ ୨୪ ତାରିଖ ସକାଳ ପର୍ଯ୍ୟନ୍ତ ରାଜ୍ୟର ଜିଲ୍ଲା ଗୁଡିକ ପାଇଁ କୌଣସି ଚେତାବନୀ ନାହିଁ । ଭୁବନେଶ୍ୱର ପାଣିପାଗ ବିଜ୍ଞାନ କେନ୍ଦ୍ର ପକ୍ଷରୁ ସୋମବାର ଜାରି ହୋଇଥିବା ଟ୍ୱିଟ୍ ରୁ ଏହି ସୂଚନା ମିଳିଛି ।	[1328, 1938, 1475, 2254]
website-link[interactable]: website : www.dhwanipratidhwani.net	[587, 366, 848, 388]
jamaat-headline[interactable]: ମଦିନା ବସ୍ ଦୁର୍ଘଟଣା ଉପରେ ଜମାତ-ଏ-ଇସଲାମି ହିନ୍ଦ୍ କରିଛି ଶୋକ ପ୍ରକାଶ	[765, 1755, 1241, 1837]
arrow-icon	[1417, 1102, 1426, 1113]
hasina-story	[946, 500, 1486, 1168]
nitish-story	[213, 1620, 750, 2017]
